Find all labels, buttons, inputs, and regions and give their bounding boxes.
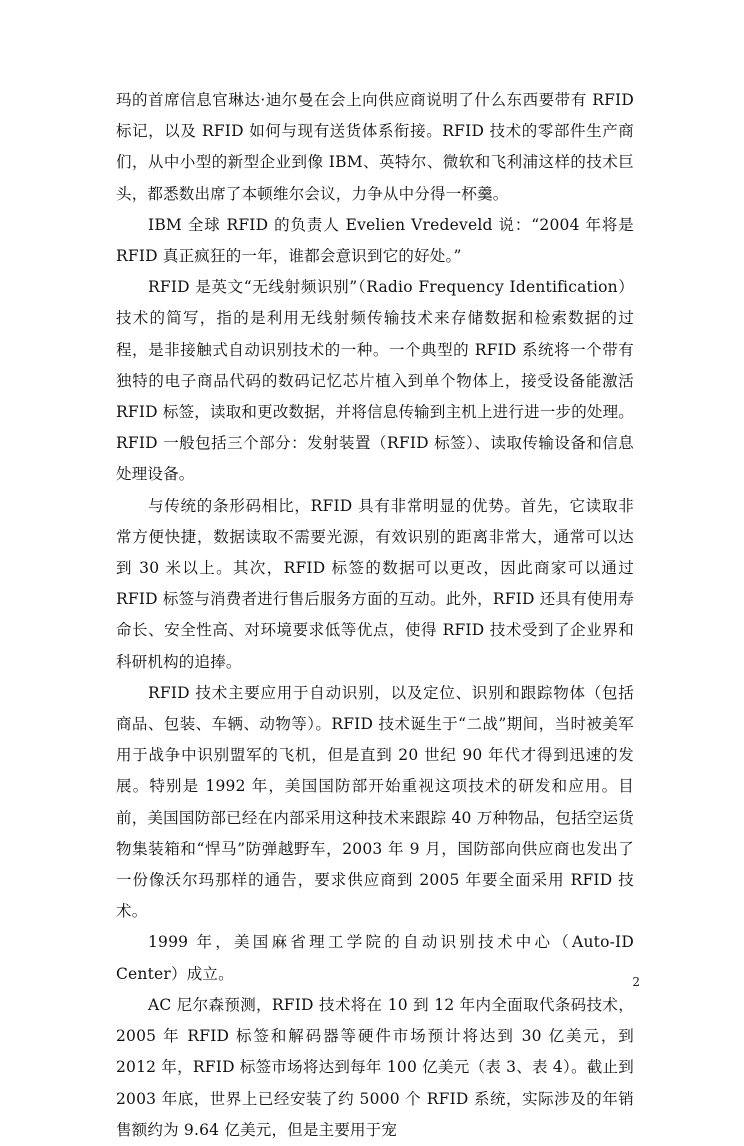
paragraph-1: 玛的首席信息官琳达·迪尔曼在会上向供应商说明了什么东西要带有 RFID 标记，以及 RFID 如何与现有送货体系衔接。RFID 技术的零部件生产商们，从中小型的新型企业到像 IBM、英特尔、微软和飞利浦这样的技术巨头，都悉数出席了本顿维尔会议，力争从中分得一杯羹。 (116, 91, 634, 203)
page-number: 2 (632, 975, 640, 989)
paragraph-2: IBM 全球 RFID 的负责人 Evelien Vredeveld 说：“2004 年将是 RFID 真正疯狂的一年，谁都会意识到它的好处。” (116, 215, 634, 266)
paragraph-7: AC 尼尔森预测，RFID 技术将在 10 到 12 年内全面取代条码技术，2005 年 RFID 标签和解码器等硬件市场预计将达到 30 亿美元，到 2012 年，RFID 标签市场将达到每年 100 亿美元（表 3、表 4）。截止到 2003 年底，世界上已经安装了约 5000 个 RFID 系统，实际涉及的年销售额约为 9.64 亿美元，但是主要用于宠 (116, 995, 634, 1139)
document-body (116, 85, 634, 1146)
paragraph-3: RFID 是英文“无线射频识别”（Radio Frequency Identification）技术的简写，指的是利用无线射频传输技术来存储数据和检索数据的过程，是非接触式自动识别技术的一种。一个典型的 RFID 系统将一个带有独特的电子商品代码的数码记忆芯片植入到单个物体上，接受设备能激活 RFID 标签，读取和更改数据，并将信息传输到主机上进行进一步的处理。RFID 一般包括三个部分：发射装置（RFID 标签）、读取传输设备和信息处理设备。 (116, 278, 634, 484)
paragraph-5: RFID 技术主要应用于自动识别，以及定位、识别和跟踪物体（包括商品、包装、车辆、动物等）。RFID 技术诞生于“二战”期间，当时被美军用于战争中识别盟军的飞机，但是直到 20 世纪 90 年代才得到迅速的发展。特别是 1992 年，美国国防部开始重视这项技术的研发和应用。目前，美国国防部已经在内部采用这种技术来跟踪 40 万种物品，包括空运货物集装箱和“悍马”防弹越野车，2003 年 9 月，国防部向供应商也发出了一份像沃尔玛那样的通告，要求供应商到 2005 年要全面采用 RFID 技术。 (116, 683, 634, 921)
paragraph-6: 1999 年，美国麻省理工学院的自动识别技术中心（Auto-ID Center）成立。 (116, 933, 634, 983)
paragraph-4: 与传统的条形码相比，RFID 具有非常明显的优势。首先，它读取非常方便快捷，数据读取不需要光源，有效识别的距离非常大，通常可以达到 30 米以上。其次，RFID 标签的数据可以更改，因此商家可以通过 RFID 标签与消费者进行售后服务方面的互动。此外，RFID 还具有使用寿命长、安全性高、对环境要求低等优点，使得 RFID 技术受到了企业界和科研机构的追捧。 (116, 496, 634, 671)
